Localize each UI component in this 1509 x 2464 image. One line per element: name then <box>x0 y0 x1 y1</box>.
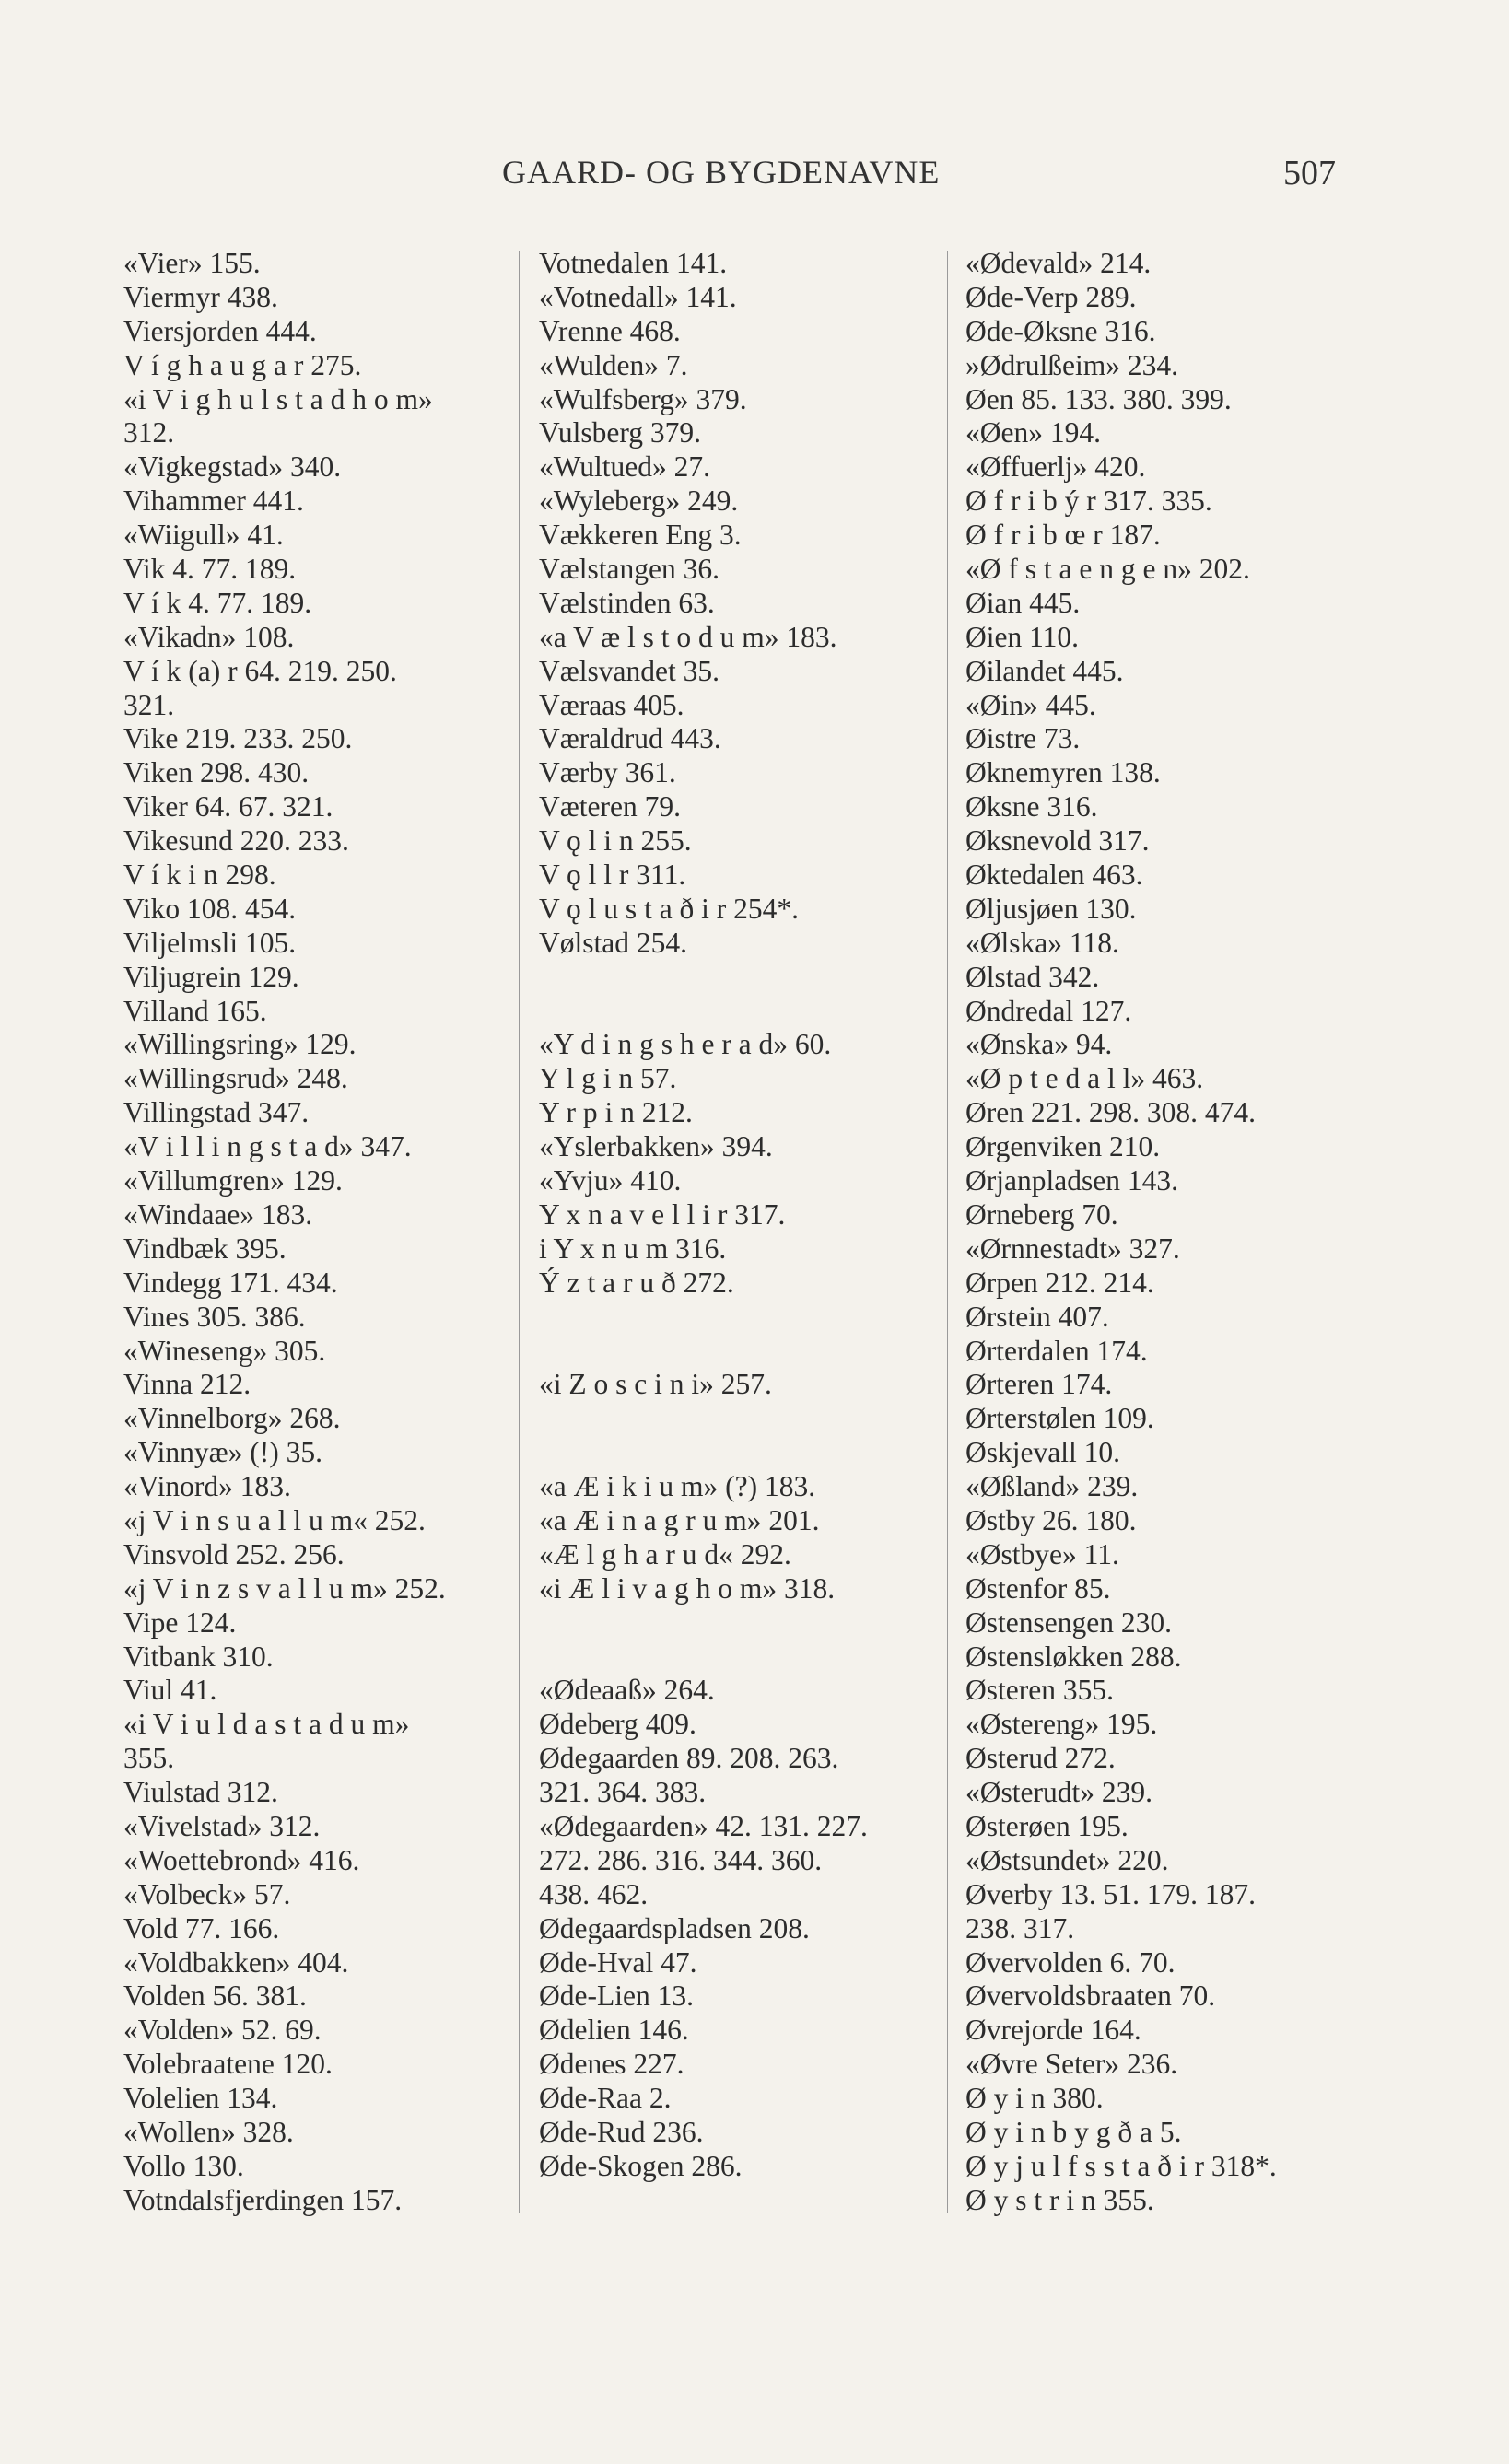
index-entry: «Østereng» 195. <box>965 1708 1158 1741</box>
column-divider <box>519 251 520 2213</box>
index-entry: «Wulden» 7. <box>539 348 688 381</box>
index-entry: «Vinord» 183. <box>123 1470 291 1503</box>
index-entry: Øvrejorde 164. <box>965 2014 1141 2047</box>
index-entry: Ø y i n b y g ð a 5. <box>965 2115 1182 2148</box>
index-entry: Votnedalen 141. <box>539 247 728 279</box>
index-entry: Vinna 212. <box>123 1368 251 1401</box>
index-entry: «Willingsring» 129. <box>123 1028 357 1061</box>
index-entry: Vindegg 171. 434. <box>123 1266 338 1299</box>
index-entry: Ý z t a r u ð 272. <box>539 1266 734 1299</box>
index-entry: Øren 221. 298. 308. 474. <box>965 1096 1256 1129</box>
index-entry: 312. <box>123 416 175 450</box>
index-entry: Volelien 134. <box>123 2082 278 2115</box>
index-entry: Ølstad 342. <box>965 960 1100 993</box>
index-entry: Ørgenviken 210. <box>965 1130 1161 1163</box>
section-gap <box>539 995 944 1029</box>
index-entry: «Woettebrond» 416. <box>123 1843 360 1876</box>
index-entry: «Ø f s t a e n g e n» 202. <box>965 553 1250 586</box>
index-entry: Volden 56. 381. <box>123 1979 307 2013</box>
section-gap <box>539 1436 944 1470</box>
index-entry: Vinsvold 252. 256. <box>123 1537 345 1571</box>
index-entry: V í g h a u g a r 275. <box>123 348 362 381</box>
page-number: 507 <box>1283 154 1336 193</box>
index-column-2 <box>539 247 944 2184</box>
index-entry: V í k i n 298. <box>123 858 276 892</box>
index-entry: Øljusjøen 130. <box>965 892 1137 925</box>
index-entry: Ørstein 407. <box>965 1300 1109 1333</box>
index-entry: Øde-Hval 47. <box>539 1945 697 1979</box>
index-entry: «Wyleberg» 249. <box>539 485 739 518</box>
index-entry: Øverby 13. 51. 179. 187. <box>965 1877 1256 1910</box>
index-entry: Vikesund 220. 233. <box>123 824 349 858</box>
index-entry: «Ølska» 118. <box>965 926 1119 959</box>
index-entry: Ørterstølen 109. <box>965 1402 1154 1435</box>
index-entry: Villand 165. <box>123 994 267 1027</box>
index-entry: «Øßland» 239. <box>965 1470 1139 1503</box>
index-entry: «Yslerbakken» 394. <box>539 1130 773 1163</box>
index-entry: «Øin» 445. <box>965 688 1096 721</box>
index-entry: «Æ l g h a r u d« 292. <box>539 1537 791 1571</box>
index-entry: Øndredal 127. <box>965 994 1132 1027</box>
index-entry: Øien 110. <box>965 620 1080 653</box>
index-entry: «Østsundet» 220. <box>965 1843 1169 1876</box>
index-entry: «Ørnnestadt» 327. <box>965 1232 1180 1265</box>
index-entry: Østerøen 195. <box>965 1809 1129 1842</box>
index-entry: Ørterdalen 174. <box>965 1334 1148 1367</box>
index-entry: «Vinnyæ» (!) 35. <box>123 1436 322 1469</box>
index-entry: «Ødevald» 214. <box>965 247 1152 279</box>
index-entry: «Østerudt» 239. <box>965 1776 1152 1809</box>
index-entry: V ǫ l u s t a ð i r 254*. <box>539 892 800 925</box>
index-entry: «Ødeaaß» 264. <box>539 1674 715 1707</box>
index-entry: «Volden» 52. 69. <box>123 2014 322 2047</box>
index-entry: Vold 77. 166. <box>123 1911 280 1944</box>
index-entry: Y l g i n 57. <box>539 1062 677 1095</box>
index-entry: Viljelmsli 105. <box>123 926 297 959</box>
index-entry: Volebraatene 120. <box>123 2048 333 2081</box>
index-entry: Østby 26. 180. <box>965 1503 1137 1536</box>
index-entry: Øde-Øksne 316. <box>965 314 1156 347</box>
index-entry: Vipe 124. <box>123 1606 237 1639</box>
index-entry: «j V i n z s v a l l u m» 252. <box>123 1571 446 1605</box>
index-entry: «Wiigull» 41. <box>123 519 284 552</box>
column-divider <box>947 251 948 2213</box>
section-gap <box>539 1606 944 1641</box>
index-entry: Viko 108. 454. <box>123 892 297 925</box>
index-entry: «Ø p t e d a l l» 463. <box>965 1062 1204 1095</box>
index-entry: Vølstad 254. <box>539 926 687 959</box>
index-entry: Vike 219. 233. 250. <box>123 722 353 755</box>
index-entry: Ødeberg 409. <box>539 1708 696 1741</box>
index-entry: V í k 4. 77. 189. <box>123 586 312 619</box>
index-entry: Vulsberg 379. <box>539 416 702 450</box>
index-entry: Østensløkken 288. <box>965 1640 1182 1673</box>
index-entry: V ǫ l i n 255. <box>539 824 692 858</box>
index-entry: Viken 298. 430. <box>123 756 310 789</box>
index-entry: «j V i n s u a l l u m« 252. <box>123 1503 426 1536</box>
index-entry: «Yvju» 410. <box>539 1164 682 1197</box>
section-gap <box>539 1402 944 1436</box>
index-entry: «Øffuerlj» 420. <box>965 450 1146 484</box>
index-entry: 321. <box>123 688 175 721</box>
index-entry: «i V i g h u l s t a d h o m» <box>123 382 433 415</box>
index-entry: «Vier» 155. <box>123 247 261 279</box>
index-entry: Y r p i n 212. <box>539 1096 693 1129</box>
index-entry: «Vigkegstad» 340. <box>123 450 342 484</box>
index-entry: Øde-Skogen 286. <box>539 2149 743 2182</box>
index-entry: Ø y s t r i n 355. <box>965 2183 1154 2216</box>
index-entry: «Willingsrud» 248. <box>123 1062 348 1095</box>
index-entry: Viulstad 312. <box>123 1776 278 1809</box>
index-entry: «Vinnelborg» 268. <box>123 1402 341 1435</box>
section-gap <box>539 1301 944 1335</box>
running-title: GAARD- OG BYGDENAVNE <box>502 154 941 191</box>
index-entry: «Villumgren» 129. <box>123 1164 343 1197</box>
index-entry: «i Z o s c i n i» 257. <box>539 1368 772 1401</box>
index-entry: Væraas 405. <box>539 688 684 721</box>
index-entry: Øktedalen 463. <box>965 858 1143 892</box>
page-header <box>0 153 1509 199</box>
index-entry: Ødegaarden 89. 208. 263. <box>539 1742 839 1775</box>
index-entry: Ø y j u l f s s t a ð i r 318*. <box>965 2149 1277 2182</box>
index-entry: Øen 85. 133. 380. 399. <box>965 382 1232 415</box>
index-entry: i Y x n u m 316. <box>539 1232 727 1265</box>
index-entry: 321. 364. 383. <box>539 1776 707 1809</box>
index-entry: Vrenne 468. <box>539 314 681 347</box>
index-entry: Votndalsfjerdingen 157. <box>123 2183 403 2216</box>
index-entry: «Votnedall» 141. <box>539 280 737 313</box>
index-entry: Øksne 316. <box>965 790 1098 823</box>
index-entry: «Vivelstad» 312. <box>123 1809 321 1842</box>
index-entry: 355. <box>123 1742 175 1775</box>
index-entry: Øde-Rud 236. <box>539 2115 704 2148</box>
index-entry: Væteren 79. <box>539 790 681 823</box>
index-entry: 272. 286. 316. 344. 360. <box>539 1843 823 1876</box>
index-entry: «Y d i n g s h e r a d» 60. <box>539 1028 832 1061</box>
index-entry: Ørjanpladsen 143. <box>965 1164 1178 1197</box>
index-entry: Vælstangen 36. <box>539 553 719 586</box>
index-entry: Ørneberg 70. <box>965 1197 1118 1231</box>
index-entry: «Østbye» 11. <box>965 1537 1119 1571</box>
index-entry: Værby 361. <box>539 756 676 789</box>
index-entry: «Wulfsberg» 379. <box>539 382 747 415</box>
index-entry: V ǫ l l r 311. <box>539 858 686 892</box>
index-entry: 238. 317. <box>965 1911 1075 1944</box>
index-entry: Viersjorden 444. <box>123 314 317 347</box>
index-entry: Østerud 272. <box>965 1742 1116 1775</box>
index-entry: Viker 64. 67. 321. <box>123 790 333 823</box>
index-entry: Y x n a v e l l i r 317. <box>539 1197 786 1231</box>
index-entry: »Ødrulßeim» 234. <box>965 348 1178 381</box>
index-entry: Øde-Raa 2. <box>539 2082 672 2115</box>
index-entry: Ø f r i b ý r 317. 335. <box>965 485 1212 518</box>
index-entry: «Øen» 194. <box>965 416 1101 450</box>
index-column-3 <box>965 247 1371 2218</box>
index-entry: Vines 305. 386. <box>123 1300 306 1333</box>
index-entry: Ødenes 227. <box>539 2048 684 2081</box>
index-entry: Øskjevall 10. <box>965 1436 1120 1469</box>
index-entry: Øde-Lien 13. <box>539 1979 694 2013</box>
index-entry: Viljugrein 129. <box>123 960 299 993</box>
index-entry: «i V i u l d a s t a d u m» <box>123 1708 410 1741</box>
index-entry: Ø f r i b œ r 187. <box>965 519 1161 552</box>
index-entry: Øian 445. <box>965 586 1081 619</box>
section-gap <box>539 1335 944 1369</box>
index-entry: «a Æ i n a g r u m» 201. <box>539 1503 820 1536</box>
index-entry: Østenfor 85. <box>965 1571 1111 1605</box>
index-entry: «Wultued» 27. <box>539 450 710 484</box>
index-entry: «i Æ l i v a g h o m» 318. <box>539 1571 836 1605</box>
index-entry: 438. 462. <box>539 1877 649 1910</box>
index-entry: «Ønska» 94. <box>965 1028 1113 1061</box>
index-entry: Øilandet 445. <box>965 654 1124 687</box>
index-entry: «Voldbakken» 404. <box>123 1945 349 1979</box>
index-entry: Viul 41. <box>123 1674 217 1707</box>
index-entry: Ø y i n 380. <box>965 2082 1104 2115</box>
index-entry: «a Æ i k i u m» (?) 183. <box>539 1470 816 1503</box>
index-entry: Ørteren 174. <box>965 1368 1113 1401</box>
index-entry: Øistre 73. <box>965 722 1081 755</box>
index-entry: Viermyr 438. <box>123 280 278 313</box>
index-entry: Vollo 130. <box>123 2149 244 2182</box>
index-entry: Ødelien 146. <box>539 2014 689 2047</box>
index-entry: Vælsvandet 35. <box>539 654 719 687</box>
index-entry: Vælstinden 63. <box>539 586 715 619</box>
index-entry: Vækkeren Eng 3. <box>539 519 742 552</box>
section-gap <box>539 1641 944 1675</box>
section-gap <box>539 961 944 995</box>
index-entry: «Wineseng» 305. <box>123 1334 326 1367</box>
index-entry: Ødegaardspladsen 208. <box>539 1911 810 1944</box>
index-entry: «V i l l i n g s t a d» 347. <box>123 1130 412 1163</box>
index-entry: Villingstad 347. <box>123 1096 310 1129</box>
index-entry: Vindbæk 395. <box>123 1232 287 1265</box>
index-entry: «a V æ l s t o d u m» 183. <box>539 620 837 653</box>
index-entry: Øksnevold 317. <box>965 824 1150 858</box>
index-entry: Østeren 355. <box>965 1674 1114 1707</box>
index-entry: «Wollen» 328. <box>123 2115 294 2148</box>
index-entry: V í k (a) r 64. 219. 250. <box>123 654 397 687</box>
index-entry: Øde-Verp 289. <box>965 280 1137 313</box>
index-entry: Øvervoldsbraaten 70. <box>965 1979 1216 2013</box>
index-entry: «Ødegaarden» 42. 131. 227. <box>539 1809 868 1842</box>
index-entry: «Vikadn» 108. <box>123 620 295 653</box>
index-entry: Vihammer 441. <box>123 485 304 518</box>
index-entry: «Øvre Seter» 236. <box>965 2048 1178 2081</box>
index-entry: Øknemyren 138. <box>965 756 1161 789</box>
index-entry: «Volbeck» 57. <box>123 1877 291 1910</box>
index-entry: Vitbank 310. <box>123 1640 274 1673</box>
index-entry: Østensengen 230. <box>965 1606 1172 1639</box>
index-column-1 <box>123 247 510 2218</box>
index-entry: «Windaae» 183. <box>123 1197 313 1231</box>
index-entry: Vik 4. 77. 189. <box>123 553 297 586</box>
index-entry: Øvervolden 6. 70. <box>965 1945 1176 1979</box>
index-entry: Væraldrud 443. <box>539 722 721 755</box>
index-entry: Ørpen 212. 214. <box>965 1266 1154 1299</box>
